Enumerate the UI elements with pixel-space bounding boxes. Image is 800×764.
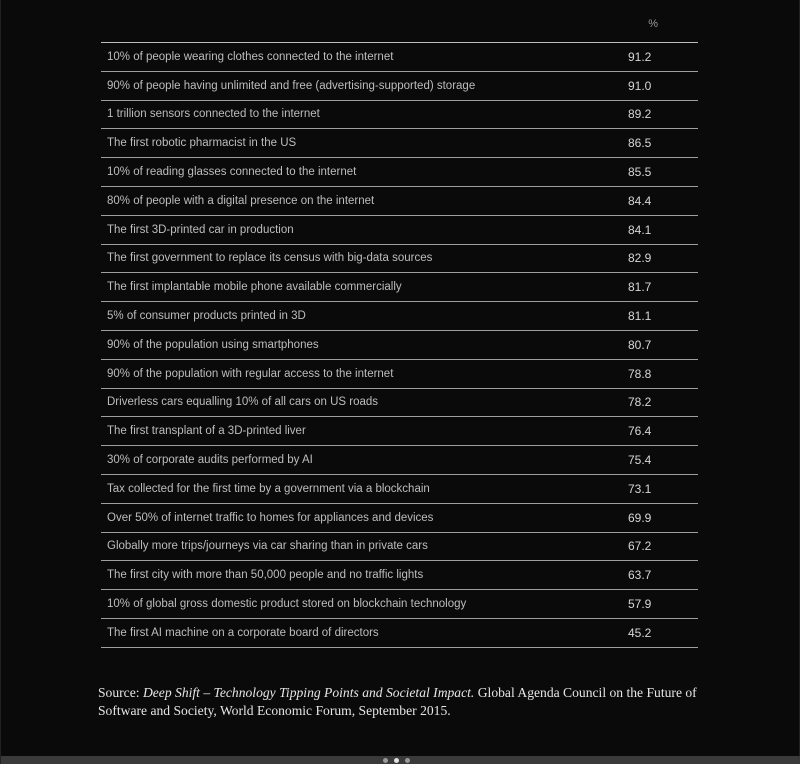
row-value: 84.1 bbox=[628, 222, 652, 237]
table-row bbox=[101, 273, 698, 302]
row-label: 10% of global gross domestic product stored on blockchain technology bbox=[107, 598, 467, 611]
table-row bbox=[101, 216, 698, 245]
row-label: The first transplant of a 3D-printed liver bbox=[107, 425, 306, 438]
row-label: 30% of corporate audits performed by AI bbox=[107, 454, 313, 467]
row-value: 45.2 bbox=[628, 625, 652, 640]
row-value: 67.2 bbox=[628, 539, 652, 554]
table-row bbox=[101, 504, 698, 533]
table-row bbox=[101, 446, 698, 475]
row-value: 73.1 bbox=[628, 481, 652, 496]
page-dot[interactable] bbox=[405, 758, 410, 763]
row-label: 5% of consumer products printed in 3D bbox=[107, 310, 306, 323]
row-value: 76.4 bbox=[628, 424, 652, 439]
source-title: Deep Shift – Technology Tipping Points and Societal Impact. bbox=[142, 685, 475, 700]
row-label: 90% of the population with regular access to the internet bbox=[107, 367, 394, 380]
table-row bbox=[101, 619, 698, 648]
row-label: The first government to replace its census with big-data sources bbox=[107, 252, 433, 265]
table-row bbox=[101, 72, 698, 101]
page-dot[interactable] bbox=[394, 758, 399, 763]
row-label: Globally more trips/journeys via car sharing than in private cars bbox=[107, 540, 428, 553]
row-value: 91.0 bbox=[628, 78, 652, 93]
table-row bbox=[101, 417, 698, 446]
table-row bbox=[101, 389, 698, 418]
row-label: 80% of people with a digital presence on the internet bbox=[107, 194, 375, 207]
table-row bbox=[101, 43, 698, 72]
table-row bbox=[101, 101, 698, 130]
page-indicator[interactable] bbox=[383, 758, 410, 763]
table-header bbox=[101, 14, 698, 43]
table-row bbox=[101, 302, 698, 331]
source-details: Global Agenda Council on the Future of Software and Society, World Economic Forum, September 2015. bbox=[98, 685, 697, 718]
source-citation bbox=[98, 684, 698, 720]
row-label: Tax collected for the first time by a government via a blockchain bbox=[107, 482, 430, 495]
row-value: 84.4 bbox=[628, 193, 652, 208]
row-value: 82.9 bbox=[628, 251, 652, 266]
table-row bbox=[101, 561, 698, 590]
row-value: 57.9 bbox=[628, 597, 652, 612]
row-label: 1 trillion sensors connected to the internet bbox=[107, 108, 320, 121]
table-row bbox=[101, 245, 698, 274]
table-row bbox=[101, 533, 698, 562]
row-value: 63.7 bbox=[628, 568, 652, 583]
table-row bbox=[101, 129, 698, 158]
table-row bbox=[101, 331, 698, 360]
row-label: The first robotic pharmacist in the US bbox=[107, 137, 297, 150]
row-label: 10% of reading glasses connected to the internet bbox=[107, 166, 357, 179]
row-value: 86.5 bbox=[628, 136, 652, 151]
row-label: The first city with more than 50,000 people and no traffic lights bbox=[107, 569, 424, 582]
row-label: 10% of people wearing clothes connected to the internet bbox=[107, 50, 394, 63]
source-prefix: Source: bbox=[98, 685, 143, 700]
row-label: The first implantable mobile phone available commercially bbox=[107, 281, 402, 294]
table-row bbox=[101, 590, 698, 619]
table-row bbox=[101, 360, 698, 389]
row-label: 90% of people having unlimited and free (advertising-supported) storage bbox=[107, 79, 476, 92]
row-label: Over 50% of internet traffic to homes for appliances and devices bbox=[107, 511, 434, 524]
row-value: 69.9 bbox=[628, 510, 652, 525]
row-value: 75.4 bbox=[628, 453, 652, 468]
row-label: Driverless cars equalling 10% of all cars on US roads bbox=[107, 396, 379, 409]
table-row bbox=[101, 158, 698, 187]
row-label: The first 3D-printed car in production bbox=[107, 223, 294, 236]
row-value: 89.2 bbox=[628, 107, 652, 122]
row-value: 80.7 bbox=[628, 337, 652, 352]
row-label: 90% of the population using smartphones bbox=[107, 338, 319, 351]
table-row bbox=[101, 475, 698, 504]
table-row bbox=[101, 187, 698, 216]
page-dot[interactable] bbox=[383, 758, 388, 763]
row-value: 81.7 bbox=[628, 280, 652, 295]
table-rows bbox=[101, 43, 698, 648]
percent-column-header: % bbox=[648, 18, 658, 30]
tipping-points-table bbox=[101, 14, 698, 648]
row-label: The first AI machine on a corporate board of directors bbox=[107, 626, 379, 639]
row-value: 81.1 bbox=[628, 309, 652, 324]
page-scroll-bar[interactable] bbox=[1, 756, 800, 764]
row-value: 78.2 bbox=[628, 395, 652, 410]
row-value: 85.5 bbox=[628, 165, 652, 180]
row-value: 91.2 bbox=[628, 49, 652, 64]
row-value: 78.8 bbox=[628, 366, 652, 381]
